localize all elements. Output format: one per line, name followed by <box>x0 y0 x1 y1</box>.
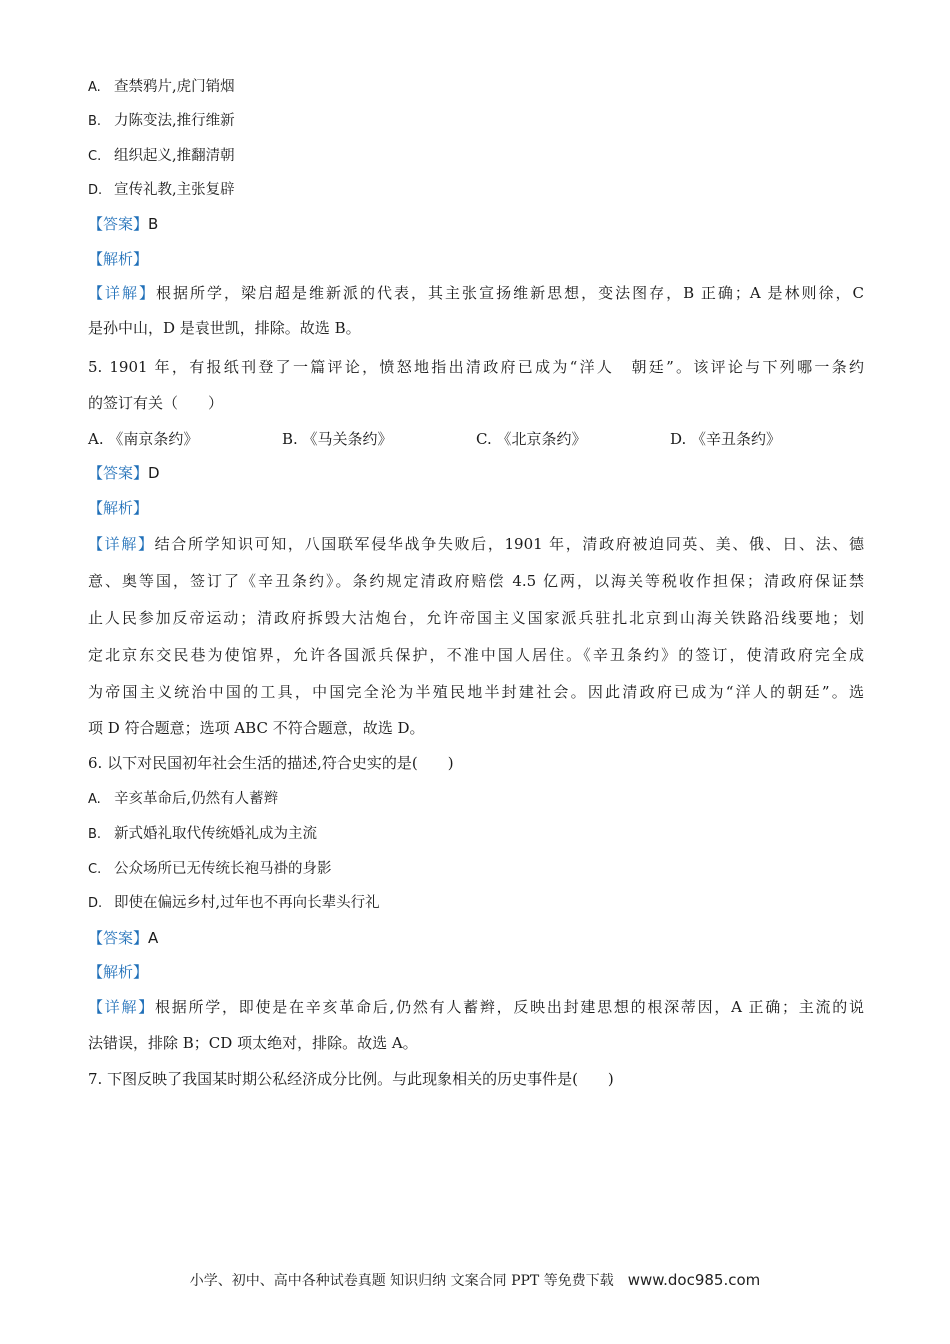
q6-answer: 【答案】A <box>88 929 159 947</box>
q5-options-row <box>88 428 864 448</box>
q4-option-b: B. 力陈变法,推行维新 <box>88 113 235 129</box>
q5-detail-line-3: 止人民参加反帝运动；清政府拆毁大沽炮台，允许帝国主义国家派兵驻扎北京到山海关铁路沿线要地；划 <box>88 609 864 627</box>
q6-option-c: C. 公众场所已无传统长袍马褂的身影 <box>88 861 332 877</box>
q5-option-d: D. 《辛丑条约》 <box>670 430 782 448</box>
footer-text: 小学、初中、高中各种试卷真题 知识归纳 文案合同 PPT 等免费下载 <box>189 1273 614 1289</box>
q6-option-d: D. 即使在偏远乡村,过年也不再向长辈头行礼 <box>88 895 380 911</box>
q4-analysis-tag: 【解析】 <box>88 250 149 268</box>
q5-option-a: A. 《南京条约》 <box>88 430 199 448</box>
q5-detail-line-6: 项 D 符合题意；选项 ABC 不符合题意，故选 D。 <box>88 719 425 737</box>
q6-option-a: A. 辛亥革命后,仍然有人蓄辫 <box>88 791 279 807</box>
q5-option-c: C. 《北京条约》 <box>476 430 587 448</box>
q5-stem-line-2: 的签订有关（ ） <box>88 394 224 412</box>
q4-detail-line-1: 【详解】根据所学，梁启超是维新派的代表，其主张宣扬维新思想，变法图存，B 正确；A 是林则徐，C <box>88 284 864 302</box>
q4-option-d: D. 宣传礼教,主张复辟 <box>88 182 235 198</box>
q5-answer: 【答案】D <box>88 464 160 482</box>
q6-analysis-tag: 【解析】 <box>88 963 149 981</box>
q4-option-a: A. 查禁鸦片,虎门销烟 <box>88 79 235 95</box>
q4-detail-line-2: 是孙中山，D 是袁世凯，排除。故选 B。 <box>88 319 361 337</box>
q5-option-b: B. 《马关条约》 <box>282 430 393 448</box>
q5-detail-line-5: 为帝国主义统治中国的工具，中国完全沦为半殖民地半封建社会。因此清政府已成为“洋人的朝廷”。选 <box>88 683 864 701</box>
q5-detail-line-2: 意、奥等国，签订了《辛丑条约》。条约规定清政府赔偿 4.5 亿两，以海关等税收作担保；清政府保证禁 <box>88 572 864 590</box>
q6-stem: 6. 以下对民国初年社会生活的描述,符合史实的是( ) <box>88 754 454 772</box>
q4-answer: 【答案】B <box>88 215 159 233</box>
q6-detail-line-2: 法错误，排除 B；CD 项太绝对，排除。故选 A。 <box>88 1034 418 1052</box>
q5-analysis-tag: 【解析】 <box>88 499 149 517</box>
page-footer <box>0 1270 950 1290</box>
q6-option-b: B. 新式婚礼取代传统婚礼成为主流 <box>88 826 317 842</box>
q6-detail-line-1: 【详解】根据所学，即使是在辛亥革命后,仍然有人蓄辫，反映出封建思想的根深蒂因，A 正确；主流的说 <box>88 998 864 1016</box>
q4-option-c: C. 组织起义,推翻清朝 <box>88 148 235 164</box>
footer-url[interactable]: www.doc985.com <box>627 1271 761 1289</box>
q7-stem: 7. 下图反映了我国某时期公私经济成分比例。与此现象相关的历史事件是( ) <box>88 1070 614 1088</box>
q5-detail-line-4: 定北京东交民巷为使馆界，允许各国派兵保护，不准中国人居住。《辛丑条约》的签订，使清政府完全成 <box>88 646 864 664</box>
q5-detail-line-1: 【详解】结合所学知识可知，八国联军侵华战争失败后，1901 年，清政府被迫同英、美、俄、日、法、德 <box>88 535 864 553</box>
q5-stem-line-1: 5. 1901 年，有报纸刊登了一篇评论，愤怒地指出清政府已成为“洋人 朝廷”。该评论与下列哪一条约 <box>88 358 864 376</box>
